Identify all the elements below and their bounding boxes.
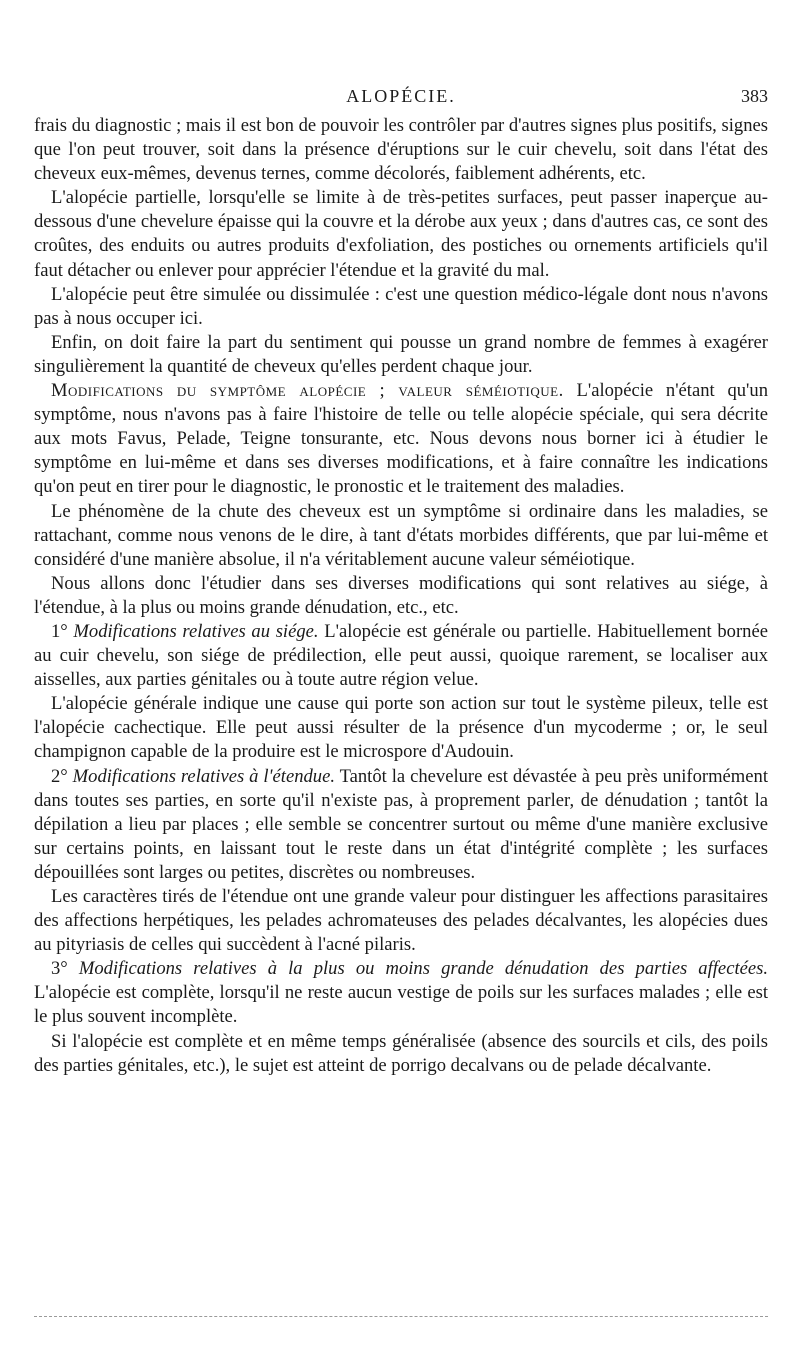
paragraph: Modifications du symptôme alopécie ; valeur séméiotique. L'alopécie n'étant qu'un symptôme, nous n'avons pas à faire l'histoire de telle ou telle alopécie spéciale, qui sera décrite aux mots Favus, Pelade, Teigne tonsurante, etc. Nous devons nous borner ici à étudier le symptôme en lui-même et dans ses diverses modifications, et à faire connaître les indications qu'on peut en tirer pour le diagnostic, le pronostic et le traitement des maladies. <box>34 380 768 498</box>
section-heading: Modifications du symptôme alopécie ; valeur séméiotique. <box>51 380 564 402</box>
paragraph: L'alopécie peut être simulée ou dissimulée : c'est une question médico-légale dont nous n'avons pas à nous occuper ici. <box>34 283 768 329</box>
paragraph: L'alopécie générale indique une cause qui porte son action sur tout le système pileux, telle est l'alopécie cachectique. Elle peut aussi résulter de la présence d'un mycoderme ; or, le seul champignon capable de la produire est le microspore d'Audouin. <box>34 693 768 763</box>
paragraph: 1° Modifications relatives au siége. L'alopécie est générale ou partielle. Habituellement bornée au cuir chevelu, son siége de prédilection, elle peut aussi, quoique rarement, se localiser aux aisselles, aux parties génitales ou à toute autre région velue. <box>34 620 768 691</box>
running-title: ALOPÉCIE. <box>346 86 456 106</box>
section-number: 1° <box>51 620 68 642</box>
paragraph: Les caractères tirés de l'étendue ont une grande valeur pour distinguer les affections parasitaires des affections herpétiques, les pelades achromateuses des pelades décalvantes, les alopécies dues au pityriasis de celles qui succèdent à l'acné pilaris. <box>34 886 768 956</box>
paragraph: Nous allons donc l'étudier dans ses diverses modifications qui sont relatives au siége, à l'étendue, à la plus ou moins grande dénudation, etc., etc. <box>34 572 768 618</box>
paragraph: frais du diagnostic ; mais il est bon de pouvoir les contrôler par d'autres signes plus positifs, signes que l'on peut trouver, soit dans la présence d'éruptions sur le cuir chevelu, soit dans l'état des cheveux eux-mêmes, devenus ternes, comme décolorés, faiblement adhérents, etc. <box>34 115 768 185</box>
paragraph: Si l'alopécie est complète et en même temps généralisée (absence des sourcils et cils, des poils des parties génitales, etc.), le sujet est atteint de porrigo decalvans ou de pelade décalvante. <box>34 1030 768 1076</box>
page-number: 383 <box>741 86 768 106</box>
paragraph: L'alopécie partielle, lorsqu'elle se limite à de très-petites surfaces, peut passer inaperçue au-dessous d'une chevelure épaisse qui la couvre et la dérobe aux yeux ; dans d'autres cas, ce sont des croûtes, des enduits ou autres produits d'exfoliation, des postiches ou ornements artificiels qu'il faut détacher ou enlever pour apprécier l'étendue et la gravité du mal. <box>34 187 768 281</box>
paragraph: 3° Modifications relatives à la plus ou moins grande dénudation des parties affectées. L'alopécie est complète, lorsqu'il ne reste aucun vestige de poils sur les surfaces malades ; elle est le plus souvent incomplète. <box>34 958 768 1028</box>
running-head <box>34 84 768 112</box>
paragraph: Le phénomène de la chute des cheveux est un symptôme si ordinaire dans les maladies, se rattachant, comme nous venons de le dire, à tant d'états morbides différents, que par lui-même et considéré d'une manière absolue, il n'a véritablement aucune valeur séméiotique. <box>34 500 768 570</box>
body-text <box>34 114 768 1078</box>
footer-rule <box>34 1316 768 1317</box>
section-heading: Modifications relatives au siége. <box>73 620 319 642</box>
section-number: 2° <box>51 765 68 787</box>
section-number: 3° <box>51 958 68 980</box>
paragraph: 2° Modifications relatives à l'étendue. Tantôt la chevelure est dévastée à peu près uniformément dans toutes ses parties, en sorte qu'il n'existe pas, à proprement parler, de dénudation ; tantôt la dépilation a lieu par places ; elle semble se concentrer surtout ou même d'une manière exclusive sur certains points, en laissant tout le reste dans un état d'intégrité complète ; les surfaces dépouillées sont larges ou petites, discrètes ou nombreuses. <box>34 765 768 883</box>
paragraph: Enfin, on doit faire la part du sentiment qui pousse un grand nombre de femmes à exagérer singulièrement la quantité de cheveux qu'elles perdent chaque jour. <box>34 331 768 377</box>
section-heading: Modifications relatives à l'étendue. <box>72 765 335 787</box>
section-heading: Modifications relatives à la plus ou moins grande dénudation des parties affectées. <box>78 958 768 980</box>
